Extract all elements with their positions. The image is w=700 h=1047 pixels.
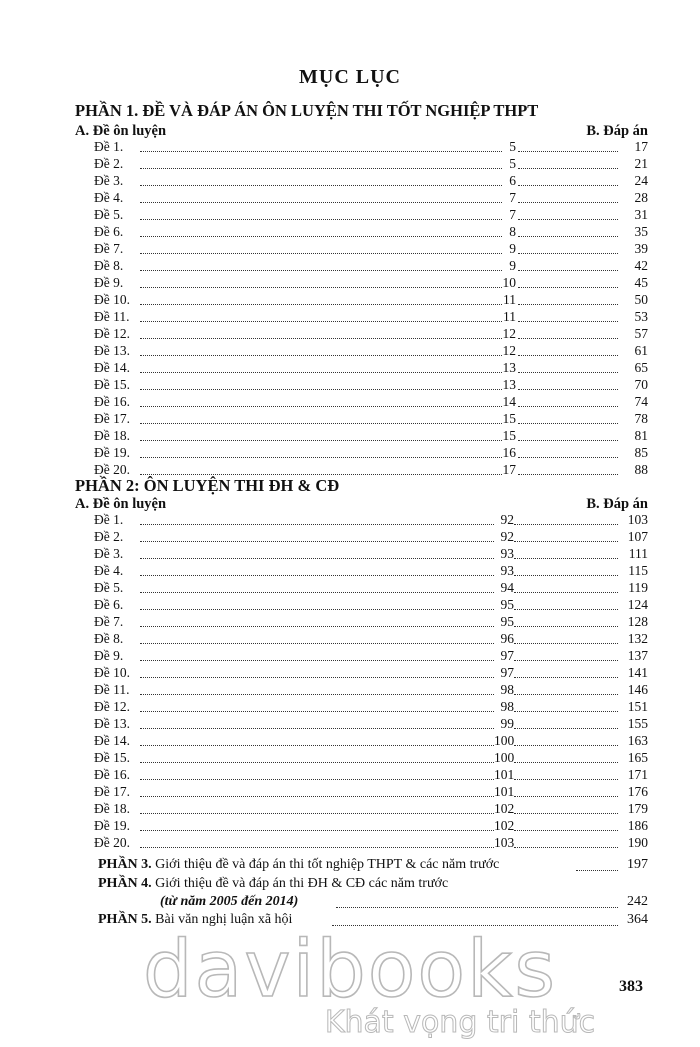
part1-col-b-header: B. Đáp án — [586, 123, 648, 139]
entry-label: Đề 2. — [94, 156, 124, 171]
entry-label: Đề 19. — [94, 818, 130, 833]
dot-leader — [518, 151, 618, 152]
toc-entry-row — [94, 377, 648, 394]
entry-label: Đề 11. — [94, 309, 130, 324]
toc-entry-row — [94, 716, 648, 733]
entry-page-a: 9 — [509, 241, 516, 256]
entry-page-b: 24 — [634, 173, 648, 188]
dot-leader — [514, 575, 618, 576]
toc-entry-row — [94, 428, 648, 445]
entry-page-b: 50 — [634, 292, 648, 307]
dot-leader — [514, 592, 618, 593]
entry-page-b: 171 — [627, 767, 648, 782]
entry-label: Đề 8. — [94, 631, 124, 646]
entry-page-a: 97 — [500, 665, 514, 680]
entry-page-b: 81 — [634, 428, 648, 443]
dot-leader — [140, 219, 502, 220]
dot-leader — [140, 796, 494, 797]
dot-leader — [140, 185, 502, 186]
toc-entry-row — [94, 258, 648, 275]
toc-entry-row — [94, 818, 648, 835]
entry-page-b: 107 — [627, 529, 648, 544]
dot-leader — [514, 711, 618, 712]
entry-page-b: 74 — [634, 394, 648, 409]
dot-leader — [140, 338, 502, 339]
entry-page-b: 53 — [634, 309, 648, 324]
dot-leader — [514, 609, 618, 610]
entry-page-a: 12 — [502, 343, 516, 358]
entry-page-b: 17 — [634, 139, 648, 154]
entry-page-a: 14 — [502, 394, 516, 409]
entry-page-b: 176 — [627, 784, 648, 799]
dot-leader — [518, 474, 618, 475]
entry-page-b: 88 — [634, 462, 648, 477]
dot-leader — [140, 474, 502, 475]
dot-leader — [514, 541, 618, 542]
dot-leader — [140, 202, 502, 203]
toc-entry-row — [94, 784, 648, 801]
dot-leader — [140, 236, 502, 237]
entry-page-a: 93 — [500, 563, 514, 578]
entry-label: Đề 13. — [94, 716, 130, 731]
toc-entry-row — [94, 648, 648, 665]
dot-leader — [518, 389, 618, 390]
dot-leader — [140, 253, 502, 254]
dot-leader — [140, 592, 494, 593]
entry-page-b: 124 — [627, 597, 648, 612]
toc-entry-row — [94, 360, 648, 377]
part1-col-a-header: A. Đề ôn luyện — [75, 123, 167, 139]
entry-page-a: 11 — [503, 309, 516, 324]
dot-leader — [518, 372, 618, 373]
entry-label: Đề 20. — [94, 835, 130, 850]
entry-page-b: 42 — [634, 258, 648, 273]
entry-page-a: 94 — [500, 580, 514, 595]
dot-leader — [140, 609, 494, 610]
dot-leader — [514, 745, 618, 746]
part4-text: Giới thiệu đề và đáp án thi ĐH & CĐ các năm trước — [155, 876, 449, 891]
entry-label: Đề 15. — [94, 377, 130, 392]
entry-page-a: 15 — [502, 411, 516, 426]
dot-leader — [518, 321, 618, 322]
entry-label: Đề 16. — [94, 394, 130, 409]
dot-leader — [140, 728, 494, 729]
entry-page-b: 85 — [634, 445, 648, 460]
entry-label: Đề 15. — [94, 750, 130, 765]
dot-leader — [514, 643, 618, 644]
entry-page-a: 7 — [509, 207, 516, 222]
toc-part3-row — [98, 857, 648, 875]
dot-leader — [140, 762, 494, 763]
entry-page-a: 98 — [500, 682, 514, 697]
entry-page-a: 10 — [502, 275, 516, 290]
entry-label: Đề 14. — [94, 360, 130, 375]
entry-label: Đề 4. — [94, 563, 124, 578]
toc-entry-row — [94, 767, 648, 784]
dot-leader — [140, 813, 494, 814]
entry-page-b: 78 — [634, 411, 648, 426]
entry-page-a: 100 — [494, 750, 515, 765]
entry-label: Đề 7. — [94, 614, 124, 629]
watermark-slogan: Khát vọng tri thức — [324, 1005, 596, 1040]
part3-label: PHẦN 3. — [98, 857, 152, 872]
toc-entry-row — [94, 512, 648, 529]
part1-heading: PHẦN 1. ĐỀ VÀ ĐÁP ÁN ÔN LUYỆN THI TỐT NGHIỆP THPT — [75, 101, 539, 120]
toc-entry-row — [94, 224, 648, 241]
entry-page-b: 61 — [634, 343, 648, 358]
toc-entry-row — [94, 631, 648, 648]
dot-leader — [140, 575, 494, 576]
entry-label: Đề 4. — [94, 190, 124, 205]
dot-leader — [514, 524, 618, 525]
dot-leader — [576, 870, 618, 871]
entry-page-a: 98 — [500, 699, 514, 714]
toc-entry-row — [94, 309, 648, 326]
entry-page-a: 101 — [494, 784, 515, 799]
toc-part4-row — [98, 876, 648, 894]
entry-page-a: 102 — [494, 801, 515, 816]
entry-label: Đề 3. — [94, 173, 124, 188]
entry-page-a: 96 — [500, 631, 514, 646]
page-number: 383 — [619, 978, 643, 995]
entry-page-a: 100 — [494, 733, 515, 748]
dot-leader — [518, 304, 618, 305]
entry-label: Đề 20. — [94, 462, 130, 477]
entry-label: Đề 19. — [94, 445, 130, 460]
dot-leader — [514, 847, 618, 848]
entry-page-b: 57 — [634, 326, 648, 341]
entry-page-a: 16 — [502, 445, 516, 460]
toc-entry-row — [94, 139, 648, 156]
entry-page-b: 115 — [628, 563, 648, 578]
entry-page-b: 21 — [634, 156, 648, 171]
entry-label: Đề 6. — [94, 224, 124, 239]
entry-page-b: 132 — [627, 631, 648, 646]
entry-page-b: 119 — [628, 580, 648, 595]
dot-leader — [518, 185, 618, 186]
entry-page-a: 99 — [500, 716, 514, 731]
entry-label: Đề 10. — [94, 665, 130, 680]
part3-text: Giới thiệu đề và đáp án thi tốt nghiệp THPT & các năm trước — [155, 857, 500, 872]
entry-label: Đề 5. — [94, 580, 124, 595]
part5-text: Bài văn nghị luận xã hội — [155, 912, 293, 927]
toc-entry-row — [94, 546, 648, 563]
dot-leader — [514, 694, 618, 695]
entry-label: Đề 7. — [94, 241, 124, 256]
entry-page-a: 15 — [502, 428, 516, 443]
entry-page-b: 35 — [634, 224, 648, 239]
toc-entry-row — [94, 699, 648, 716]
toc-entry-row — [94, 750, 648, 767]
entry-page-b: 165 — [627, 750, 648, 765]
entry-label: Đề 8. — [94, 258, 124, 273]
entry-page-a: 5 — [509, 156, 516, 171]
dot-leader — [140, 321, 502, 322]
entry-page-b: 128 — [627, 614, 648, 629]
dot-leader — [140, 457, 502, 458]
dot-leader — [140, 406, 502, 407]
dot-leader — [336, 907, 618, 908]
entry-label: Đề 17. — [94, 411, 130, 426]
dot-leader — [514, 728, 618, 729]
entry-page-a: 97 — [500, 648, 514, 663]
dot-leader — [140, 355, 502, 356]
toc-entry-row — [94, 394, 648, 411]
entry-page-b: 190 — [627, 835, 648, 850]
dot-leader — [140, 694, 494, 695]
toc-entry-row — [94, 597, 648, 614]
watermark-brand: davibooks — [143, 925, 557, 1015]
entry-label: Đề 12. — [94, 326, 130, 341]
entry-page-b: 141 — [627, 665, 648, 680]
dot-leader — [518, 338, 618, 339]
dot-leader — [140, 270, 502, 271]
dot-leader — [140, 423, 502, 424]
entry-page-a: 5 — [509, 139, 516, 154]
entry-page-a: 17 — [502, 462, 516, 477]
entry-label: Đề 6. — [94, 597, 124, 612]
entry-page-a: 102 — [494, 818, 515, 833]
toc-part4-sub-row — [98, 894, 648, 912]
dot-leader — [140, 626, 494, 627]
toc-entry-row — [94, 411, 648, 428]
toc-entry-row — [94, 156, 648, 173]
entry-page-a: 103 — [494, 835, 515, 850]
dot-leader — [518, 355, 618, 356]
toc-entry-row — [94, 445, 648, 462]
part5-label: PHẦN 5. — [98, 912, 152, 927]
entry-page-a: 13 — [502, 360, 516, 375]
entry-page-a: 9 — [509, 258, 516, 273]
entry-page-b: 186 — [627, 818, 648, 833]
toc-entry-row — [94, 241, 648, 258]
dot-leader — [140, 830, 494, 831]
entry-page-b: 146 — [627, 682, 648, 697]
entry-page-b: 179 — [627, 801, 648, 816]
dot-leader — [514, 677, 618, 678]
entry-page-a: 93 — [500, 546, 514, 561]
entry-page-b: 65 — [634, 360, 648, 375]
toc-entry-row — [94, 292, 648, 309]
entry-page-b: 70 — [634, 377, 648, 392]
entry-page-a: 7 — [509, 190, 516, 205]
entry-page-a: 6 — [509, 173, 516, 188]
entry-label: Đề 10. — [94, 292, 130, 307]
page-title: MỤC LỤC — [299, 66, 401, 88]
entry-page-b: 111 — [628, 546, 648, 561]
entry-page-a: 92 — [500, 512, 514, 527]
toc-entry-row — [94, 190, 648, 207]
dot-leader — [140, 287, 502, 288]
entry-label: Đề 9. — [94, 648, 124, 663]
part4-subtitle: (từ năm 2005 đến 2014) — [160, 894, 299, 909]
dot-leader — [518, 440, 618, 441]
part5-page: 364 — [627, 912, 648, 927]
toc-entry-row — [94, 733, 648, 750]
entry-page-b: 137 — [627, 648, 648, 663]
entry-label: Đề 2. — [94, 529, 124, 544]
part2-col-b-header: B. Đáp án — [586, 496, 648, 512]
entry-label: Đề 18. — [94, 428, 130, 443]
dot-leader — [518, 202, 618, 203]
dot-leader — [514, 660, 618, 661]
entry-label: Đề 16. — [94, 767, 130, 782]
toc-entry-row — [94, 665, 648, 682]
dot-leader — [140, 304, 502, 305]
entry-label: Đề 1. — [94, 512, 124, 527]
entry-page-b: 103 — [627, 512, 648, 527]
dot-leader — [140, 745, 494, 746]
entry-page-b: 39 — [634, 241, 648, 256]
entry-label: Đề 1. — [94, 139, 124, 154]
entry-page-b: 163 — [627, 733, 648, 748]
toc-entry-row — [94, 529, 648, 546]
dot-leader — [140, 389, 502, 390]
dot-leader — [140, 660, 494, 661]
part4-page: 242 — [627, 894, 648, 909]
entry-label: Đề 5. — [94, 207, 124, 222]
dot-leader — [518, 406, 618, 407]
dot-leader — [518, 168, 618, 169]
dot-leader — [140, 677, 494, 678]
toc-entry-row — [94, 563, 648, 580]
entry-page-a: 13 — [502, 377, 516, 392]
part2-heading: PHẦN 2: ÔN LUYỆN THI ĐH & CĐ — [75, 476, 340, 495]
entry-page-b: 45 — [634, 275, 648, 290]
part4-label: PHẦN 4. — [98, 876, 152, 891]
entry-page-a: 95 — [500, 614, 514, 629]
entry-page-a: 101 — [494, 767, 515, 782]
toc-entry-row — [94, 343, 648, 360]
entry-label: Đề 11. — [94, 682, 130, 697]
dot-leader — [140, 643, 494, 644]
entry-page-a: 92 — [500, 529, 514, 544]
dot-leader — [514, 830, 618, 831]
dot-leader — [514, 762, 618, 763]
entry-label: Đề 9. — [94, 275, 124, 290]
entry-label: Đề 17. — [94, 784, 130, 799]
toc-entry-row — [94, 580, 648, 597]
toc-entry-row — [94, 173, 648, 190]
dot-leader — [140, 711, 494, 712]
entry-label: Đề 3. — [94, 546, 124, 561]
dot-leader — [514, 813, 618, 814]
entry-page-a: 11 — [503, 292, 516, 307]
toc-entry-row — [94, 614, 648, 631]
dot-leader — [518, 287, 618, 288]
toc-entry-row — [94, 207, 648, 224]
entry-label: Đề 14. — [94, 733, 130, 748]
dot-leader — [140, 168, 502, 169]
dot-leader — [514, 796, 618, 797]
entry-label: Đề 18. — [94, 801, 130, 816]
dot-leader — [140, 372, 502, 373]
entry-page-a: 12 — [502, 326, 516, 341]
dot-leader — [140, 541, 494, 542]
entry-page-a: 95 — [500, 597, 514, 612]
entry-label: Đề 13. — [94, 343, 130, 358]
dot-leader — [518, 457, 618, 458]
entry-page-b: 31 — [634, 207, 648, 222]
dot-leader — [518, 270, 618, 271]
entry-page-a: 8 — [509, 224, 516, 239]
dot-leader — [518, 253, 618, 254]
dot-leader — [140, 524, 494, 525]
part2-col-a-header: A. Đề ôn luyện — [75, 496, 167, 512]
dot-leader — [140, 440, 502, 441]
dot-leader — [518, 236, 618, 237]
part3-page: 197 — [627, 857, 648, 872]
toc-entry-row — [94, 275, 648, 292]
dot-leader — [140, 151, 502, 152]
dot-leader — [140, 558, 494, 559]
dot-leader — [514, 779, 618, 780]
toc-entry-row — [94, 326, 648, 343]
dot-leader — [518, 423, 618, 424]
toc-entry-row — [94, 835, 648, 852]
toc-entry-row — [94, 801, 648, 818]
dot-leader — [140, 779, 494, 780]
entry-page-b: 151 — [627, 699, 648, 714]
entry-label: Đề 12. — [94, 699, 130, 714]
toc-entry-row — [94, 682, 648, 699]
dot-leader — [514, 626, 618, 627]
dot-leader — [140, 847, 494, 848]
dot-leader — [518, 219, 618, 220]
dot-leader — [514, 558, 618, 559]
entry-page-b: 28 — [634, 190, 648, 205]
entry-page-b: 155 — [627, 716, 648, 731]
